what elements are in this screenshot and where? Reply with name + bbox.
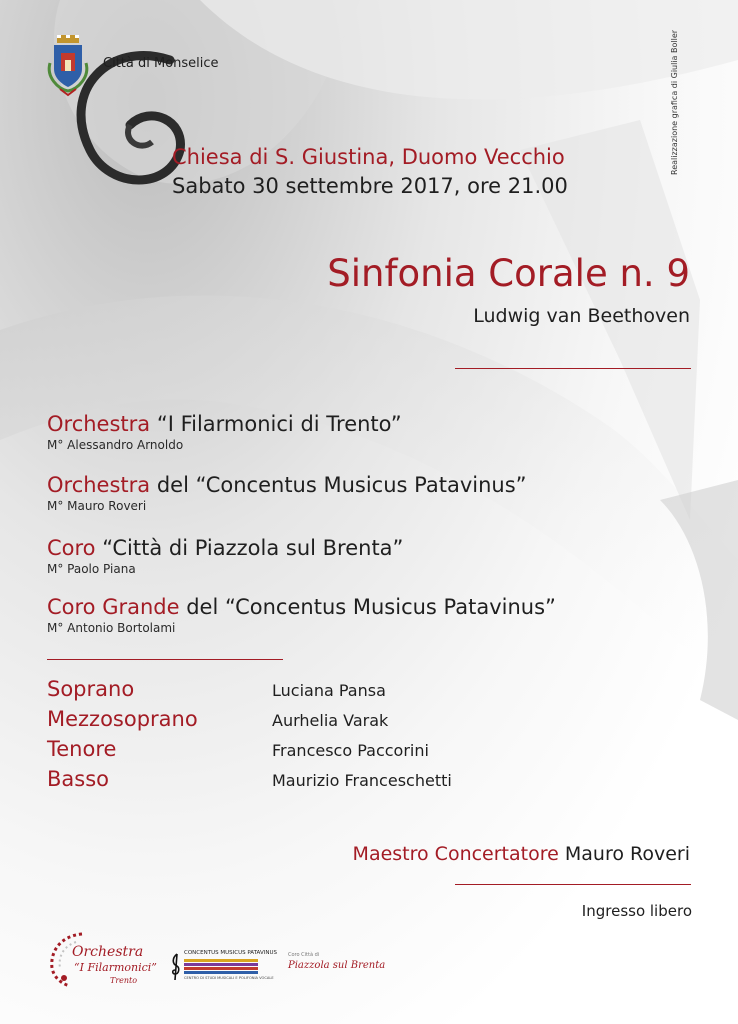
orchestra-logo-line2: “I Filarmonici” — [74, 961, 157, 974]
orchestra-filarmonici-logo — [46, 928, 161, 988]
ensemble-orchestra-trento — [47, 412, 402, 452]
orchestra-logo-line1: Orchestra — [72, 944, 144, 960]
conductor-label: Maestro Concertatore — [352, 843, 559, 865]
ensemble-orchestra-concentus — [47, 473, 527, 513]
ensemble-director: M° Paolo Piana — [47, 562, 136, 576]
ensemble-type: Coro — [47, 536, 96, 560]
event-datetime: Sabato 30 settembre 2017, ore 21.00 — [172, 174, 568, 198]
concentus-bar-purple — [184, 963, 258, 966]
concentus-bar-red — [184, 967, 258, 970]
ensemble-director: M° Antonio Bortolami — [47, 621, 176, 635]
orchestra-logo-line3: Trento — [110, 976, 138, 985]
ensemble-type: Orchestra — [47, 412, 151, 436]
soloist-name: Maurizio Franceschetti — [272, 771, 452, 790]
ensemble-name: “I Filarmonici di Trento” — [150, 412, 402, 436]
soloist-name: Aurhelia Varak — [272, 711, 389, 730]
piazzola-script: Piazzola sul Brenta — [288, 960, 386, 971]
ensemble-type: Orchestra — [47, 473, 151, 497]
ensemble-coro-piazzola — [47, 536, 403, 576]
piazzola-small-text: Coro Città di — [288, 952, 320, 958]
coro-piazzola-logo — [288, 952, 386, 982]
admission: Ingresso libero — [581, 902, 692, 920]
soloist-role: Mezzosoprano — [47, 707, 198, 731]
ensemble-name: del “Concentus Musicus Patavinus” — [150, 473, 527, 497]
concentus-logo — [170, 950, 277, 984]
concentus-bar-yellow — [184, 959, 258, 962]
graphic-credit: Realizzazione grafica di Giulia Boller — [670, 29, 679, 175]
ensemble-name: “Città di Piazzola sul Brenta” — [95, 536, 404, 560]
soloist-name: Francesco Paccorini — [272, 741, 429, 760]
ensemble-name: del “Concentus Musicus Patavinus” — [179, 595, 556, 619]
concentus-sub: CENTRO DI STUDI MUSICALI E POLIFONIA VOCALE — [184, 976, 274, 980]
composer: Ludwig van Beethoven — [473, 305, 690, 327]
city-label: Città di Monselice — [103, 56, 219, 71]
conductor-name: Mauro Roveri — [564, 843, 690, 865]
soloist-role: Basso — [47, 767, 110, 791]
venue: Chiesa di S. Giustina, Duomo Vecchio — [172, 145, 565, 169]
divider-middle — [47, 659, 283, 660]
soloist-role: Soprano — [47, 677, 135, 701]
ensemble-director: M° Mauro Roveri — [47, 499, 147, 513]
concentus-bar-blue — [184, 971, 258, 974]
ensemble-director: M° Alessandro Arnoldo — [47, 438, 184, 452]
divider-bottom — [455, 884, 691, 885]
city-crest-icon — [44, 33, 92, 97]
soloist-name: Luciana Pansa — [272, 681, 386, 700]
work-title: Sinfonia Corale n. 9 — [327, 252, 690, 295]
ensemble-type: Coro Grande — [47, 595, 180, 619]
concentus-name: CONCENTUS MUSICUS PATAVINUS — [184, 950, 277, 956]
treble-clef-icon — [170, 952, 182, 982]
soloist-role: Tenore — [47, 737, 117, 761]
ensemble-coro-grande — [47, 595, 556, 635]
divider-top — [455, 368, 691, 369]
maestro-concertatore — [353, 843, 690, 865]
